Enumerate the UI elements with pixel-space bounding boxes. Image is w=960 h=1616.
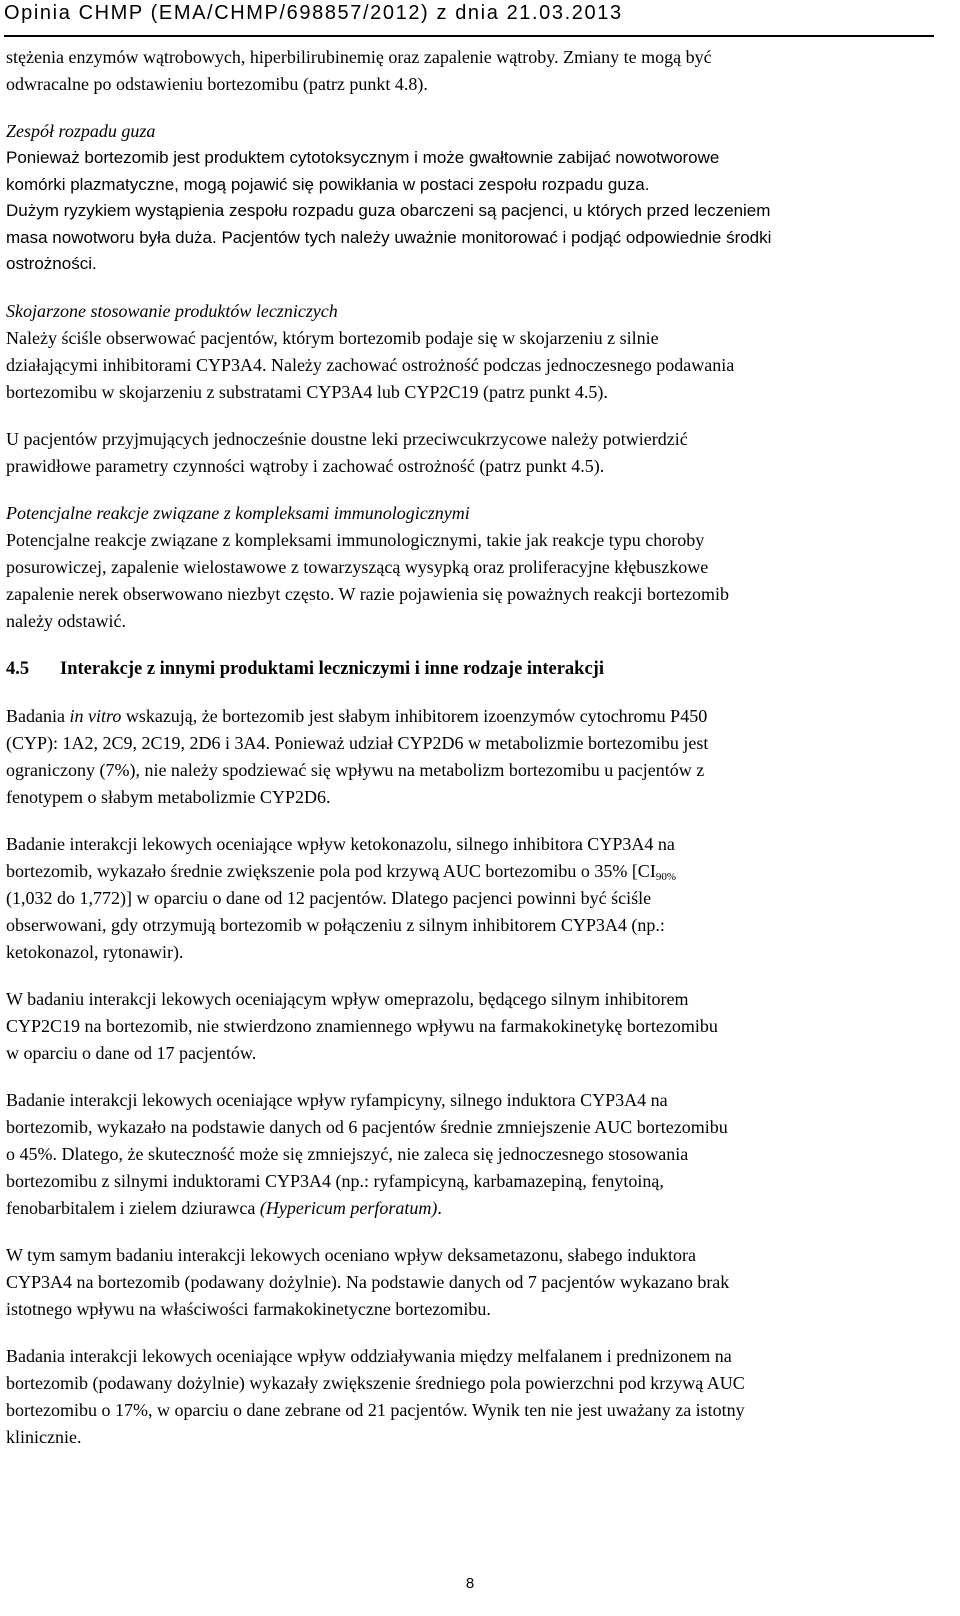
text-line: Badania interakcji lekowych oceniające wpływ oddziaływania między melfalanem i prednizonem na <box>6 1345 732 1366</box>
text-line: obserwowani, gdy otrzymują bortezomib w połączeniu z silnym inhibitorem CYP3A4 (np.: <box>6 914 665 935</box>
text-run: wskazują, że bortezomib jest słabym inhibitorem izoenzymów cytochromu P450 <box>121 705 708 726</box>
subheading-combination: Skojarzone stosowanie produktów leczniczych <box>6 300 338 321</box>
text-line: U pacjentów przyjmujących jednocześnie doustne leki przeciwcukrzycowe należy potwierdzić <box>6 428 688 449</box>
text-line: stężenia enzymów wątrobowych, hiperbilirubinemię oraz zapalenie wątroby. Zmiany te mogą być <box>6 47 712 67</box>
text-line: Potencjalne reakcje związane z kompleksami immunologicznymi, takie jak reakcje typu choroby <box>6 529 705 550</box>
text-line: fenotypem o słabym metabolizmie CYP2D6. <box>6 786 331 807</box>
text-line: działającymi inhibitorami CYP3A4. Należy zachować ostrożność podczas jednoczesnego podawania <box>6 354 735 375</box>
text-line: (1,032 do 1,772)] w oparciu o dane od 12 pacjentów. Dlatego pacjenci powinni być ściśle <box>6 887 652 908</box>
text-line: Badanie interakcji lekowych oceniające wpływ ryfampicyny, silnego induktora CYP3A4 na <box>6 1089 668 1110</box>
text-run: . <box>437 1197 442 1218</box>
text-line: W badaniu interakcji lekowych oceniającym wpływ omeprazolu, będącego silnym inhibitorem <box>6 988 689 1009</box>
text-line <box>6 1195 940 1222</box>
text-line: ostrożności. <box>6 254 97 273</box>
text-run: Badania <box>6 705 70 726</box>
paragraph-omeprazole <box>6 986 940 1067</box>
text-line: bortezomib, wykazało na podstawie danych od 6 pacjentów średnie zmniejszenie AUC bortezomibu <box>6 1116 728 1137</box>
paragraph-ketoconazole <box>6 831 940 966</box>
text-line: bortezomib (podawany dożylnie) wykazały zwiększenie średniego pola powierzchni pod krzywą AUC <box>6 1372 745 1393</box>
text-line: CYP3A4 na bortezomib (podawany dożylnie). Na podstawie danych od 7 pacjentów wykazano brak <box>6 1271 730 1292</box>
text-line: istotnego wpływu na właściwości farmakokinetyczne bortezomibu. <box>6 1298 491 1319</box>
section-tumor-lysis <box>6 118 940 278</box>
text-line: Należy ściśle obserwować pacjentów, którym bortezomib podaje się w skojarzeniu z silnie <box>6 327 659 348</box>
text-line: ograniczony (7%), nie należy spodziewać się wpływu na metabolizm bortezomibu u pacjentów z <box>6 759 705 780</box>
subheading-tumor-lysis: Zespół rozpadu guza <box>6 121 156 141</box>
text-line: Badanie interakcji lekowych oceniające wpływ ketokonazolu, silnego inhibitora CYP3A4 na <box>6 833 675 854</box>
section-number: 4.5 <box>6 658 30 679</box>
text-line: CYP2C19 na bortezomib, nie stwierdzono znamiennego wpływu na farmakokinetykę bortezomibu <box>6 1015 718 1036</box>
text-line: klinicznie. <box>6 1426 82 1447</box>
paragraph-immune-complex <box>6 527 940 635</box>
section-immune-complex <box>6 500 940 635</box>
text-line: bortezomibu z silnymi induktorami CYP3A4 (np.: ryfampicyną, karbamazepiną, fenytoiną, <box>6 1170 664 1191</box>
text-line: komórki plazmatyczne, mogą pojawić się powikłania w postaci zespołu rozpadu guza. <box>6 174 650 194</box>
text-line: masa nowotworu była duża. Pacjentów tych należy uważnie monitorować i podjąć odpowiednie środki <box>6 227 772 247</box>
text-line: Ponieważ bortezomib jest produktem cytotoksycznym i może gwałtownie zabijać nowotworowe <box>6 148 720 167</box>
text-line: bortezomibu w skojarzeniu z substratami CYP3A4 lub CYP2C19 (patrz punkt 4.5). <box>6 381 608 402</box>
text-line: (CYP): 1A2, 2C9, 2C19, 2D6 i 3A4. Ponieważ udział CYP2D6 w metabolizmie bortezomibu jest <box>6 732 709 753</box>
text-line: o 45%. Dlatego, że skuteczność może się zmniejszyć, nie zaleca się jednoczesnego stosowania <box>6 1143 689 1164</box>
paragraph-oral-antidiabetic <box>6 426 940 480</box>
text-line: bortezomibu o 17%, w oparciu o dane zebrane od 21 pacjentów. Wynik ten nie jest uważany za istotny <box>6 1399 745 1420</box>
paragraph-liver <box>6 44 940 98</box>
text-line: Dużym ryzykiem wystąpienia zespołu rozpadu guza obarczeni są pacjenci, u których przed leczeniem <box>6 201 771 220</box>
text-run: fenobarbitalem i zielem dziurawca <box>6 1197 260 1218</box>
paragraph-rifampicin <box>6 1087 940 1222</box>
subheading-immune-complex: Potencjalne reakcje związane z kompleksami immunologicznymi <box>6 502 470 523</box>
document-body <box>6 44 940 1451</box>
text-line: należy odstawić. <box>6 610 126 631</box>
text-line: W tym samym badaniu interakcji lekowych oceniano wpływ deksametazonu, słabego induktora <box>6 1244 696 1265</box>
paragraph-tumor-lysis <box>6 145 940 278</box>
paragraph-combination <box>6 325 940 406</box>
text-line <box>6 858 940 885</box>
text-run-italic: (Hypericum perforatum) <box>259 1197 438 1218</box>
text-line: ketokonazol, rytonawir). <box>6 941 184 962</box>
text-run-italic: in vitro <box>69 705 122 726</box>
text-line: zapalenie nerek obserwowano niezbyt często. W razie pojawienia się poważnych reakcji bortezomib <box>6 583 730 604</box>
section-combination <box>6 298 940 406</box>
text-line: odwracalne po odstawieniu bortezomibu (patrz punkt 4.8). <box>6 74 428 94</box>
paragraph-in-vitro <box>6 703 940 811</box>
header-rule <box>4 35 934 37</box>
text-line: prawidłowe parametry czynności wątroby i zachować ostrożność (patrz punkt 4.5). <box>6 455 605 476</box>
section-heading-4-5 <box>6 655 940 683</box>
paragraph-dexamethasone <box>6 1242 940 1323</box>
page-header: Opinia CHMP (EMA/CHMP/698857/2012) z dnia 21.03.2013 <box>4 2 623 24</box>
text-line: posurowiczej, zapalenie wielostawowe z towarzyszącą wysypką oraz proliferacyjne kłębuszkowe <box>6 556 709 577</box>
text-run: bortezomib, wykazało średnie zwiększenie pola pod krzywą AUC bortezomibu o 35% [CI <box>6 860 656 881</box>
paragraph-melphalan <box>6 1343 940 1451</box>
page-number: 8 <box>465 1575 475 1592</box>
section-title: Interakcje z innymi produktami leczniczymi i inne rodzaje interakcji <box>60 658 604 679</box>
subscript: 90% <box>655 870 676 883</box>
text-line: w oparciu o dane od 17 pacjentów. <box>6 1042 257 1063</box>
text-line <box>6 703 940 730</box>
